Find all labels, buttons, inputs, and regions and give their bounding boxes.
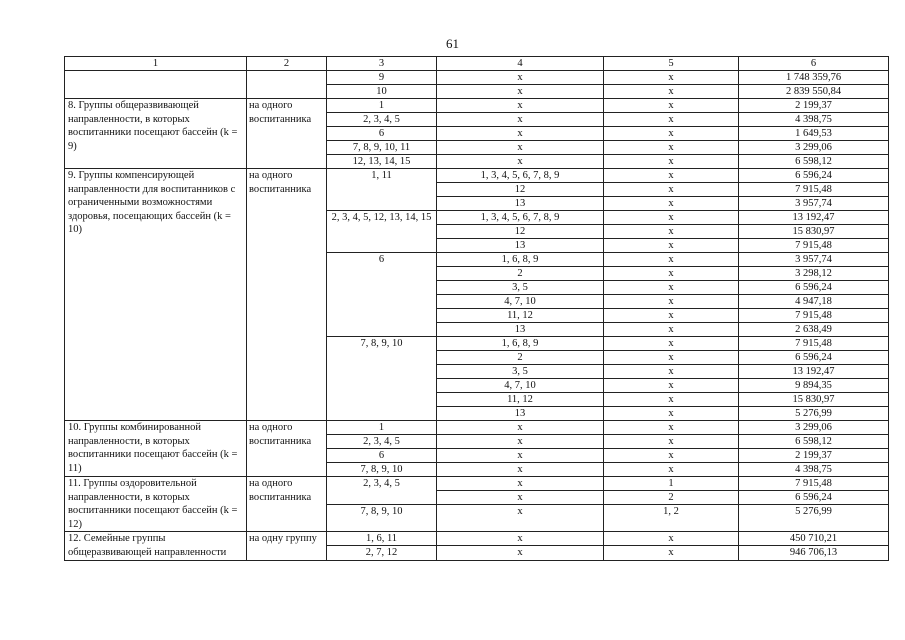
table-row [65,71,889,85]
cell: 1, 3, 4, 5, 6, 7, 8, 9 [437,169,604,183]
cell: 1, 3, 4, 5, 6, 7, 8, 9 [437,211,604,225]
cell: 7, 8, 9, 10, 11 [327,141,437,155]
cell: 7 915,48 [739,337,889,351]
cell: 2 [437,351,604,365]
cell: 2, 3, 4, 5 [327,435,437,449]
table-row [65,169,889,183]
table-row [65,421,889,435]
cell: x [604,113,739,127]
header-cell: 6 [739,57,889,71]
cell: x [604,463,739,477]
cell: x [437,532,604,546]
cell: 3 299,06 [739,141,889,155]
cell: 4 947,18 [739,295,889,309]
page-number: 61 [446,36,459,51]
group-label-continued [65,71,247,99]
group-10-unit: на одного воспитанника [247,421,327,477]
cell: 2 839 550,84 [739,85,889,99]
cell: 15 830,97 [739,393,889,407]
cell: x [604,337,739,351]
group-11-label: 11. Группы оздоровительной направленности, в которых воспитанники посещают бассейн (k = 12) [65,477,247,532]
cell: 7, 8, 9, 10 [327,337,437,421]
cell: 6 [327,127,437,141]
cell: x [437,113,604,127]
cell: 6 596,24 [739,281,889,295]
cell: x [437,71,604,85]
cell: x [604,281,739,295]
cell: 1, 2 [604,505,739,532]
cell: x [604,127,739,141]
cell: x [437,141,604,155]
cell: 450 710,21 [739,532,889,546]
cell: 15 830,97 [739,225,889,239]
cell: 5 276,99 [739,407,889,421]
table-row [65,99,889,113]
cell: x [437,546,604,560]
cell: 6 598,12 [739,435,889,449]
cell: 2 199,37 [739,99,889,113]
cell: x [437,127,604,141]
cell: x [437,421,604,435]
cell: 6 596,24 [739,169,889,183]
cell: 2 [437,267,604,281]
cell: 2, 3, 4, 5 [327,113,437,127]
header-cell: 1 [65,57,247,71]
cell: x [604,183,739,197]
cell: x [437,477,604,491]
group-9-label: 9. Группы компенсирующей направленности для воспитанников с ограниченными возможностями здоровья, посещающих бассейн (k = 10) [65,169,247,421]
cell: x [604,435,739,449]
header-cell: 3 [327,57,437,71]
cell: x [604,225,739,239]
group-8-unit: на одного воспитанника [247,99,327,169]
cell: x [604,155,739,169]
cell: x [604,71,739,85]
header-cell: 5 [604,57,739,71]
cell: 4, 7, 10 [437,295,604,309]
group-12-label: 12. Семейные группы общеразвивающей направленности [65,532,247,560]
group-11-unit: на одного воспитанника [247,477,327,532]
cell: x [604,239,739,253]
cell: 13 [437,239,604,253]
cell: x [604,197,739,211]
cell: 1, 11 [327,169,437,211]
cell: x [604,379,739,393]
cell: 13 [437,323,604,337]
cell: x [604,407,739,421]
cell: 13 192,47 [739,211,889,225]
cell: x [437,463,604,477]
cell: 2 638,49 [739,323,889,337]
cell: 6 598,12 [739,155,889,169]
cell: 3 299,06 [739,421,889,435]
cell: x [437,99,604,113]
group-10-label: 10. Группы комбинированной направленности, в которых воспитанники посещают бассейн (k = 11) [65,421,247,477]
cell: 3 298,12 [739,267,889,281]
cell: 11, 12 [437,309,604,323]
header-cell: 2 [247,57,327,71]
cell: 946 706,13 [739,546,889,560]
cell: 6 596,24 [739,491,889,505]
header-row [65,57,889,71]
table-row [65,477,889,491]
cell: x [437,155,604,169]
cell: 5 276,99 [739,505,889,532]
cell: 2, 3, 4, 5, 12, 13, 14, 15 [327,211,437,253]
cell: 7, 8, 9, 10 [327,463,437,477]
cell: 1 [327,99,437,113]
cell: x [604,449,739,463]
cell: 2 [604,491,739,505]
cell: 4 398,75 [739,463,889,477]
cell: x [604,211,739,225]
cell: x [437,505,604,532]
group-9-unit: на одного воспитанника [247,169,327,421]
cell: 3, 5 [437,365,604,379]
cell: 7 915,48 [739,309,889,323]
unit-continued [247,71,327,99]
cell: 7 915,48 [739,239,889,253]
cell: 1 649,53 [739,127,889,141]
header-cell: 4 [437,57,604,71]
cell: 6 596,24 [739,351,889,365]
cell: 13 [437,407,604,421]
cell: 7 915,48 [739,183,889,197]
cell: 3 957,74 [739,253,889,267]
cell: 4 398,75 [739,113,889,127]
group-12-unit: на одну группу [247,532,327,560]
cell: 13 [437,197,604,211]
cell: x [604,99,739,113]
cell: 2 199,37 [739,449,889,463]
cell: 9 894,35 [739,379,889,393]
cell: 10 [327,85,437,99]
cell: x [604,85,739,99]
cell: x [604,267,739,281]
cell: 2, 3, 4, 5 [327,477,437,505]
cell: x [437,85,604,99]
cell: x [604,323,739,337]
cell: 2, 7, 12 [327,546,437,560]
cell: 1 748 359,76 [739,71,889,85]
group-8-label: 8. Группы общеразвивающей направленности, в которых воспитанники посещают бассейн (k = 9) [65,99,247,169]
cell: 1 [327,421,437,435]
cell: x [604,393,739,407]
cell: 1, 6, 11 [327,532,437,546]
cell: 4, 7, 10 [437,379,604,393]
cell: 1, 6, 8, 9 [437,253,604,267]
cell: x [604,253,739,267]
cell: 9 [327,71,437,85]
cell: 7 915,48 [739,477,889,491]
cell: x [604,141,739,155]
cell: 6 [327,449,437,463]
cell: x [604,169,739,183]
cell: 3, 5 [437,281,604,295]
cell: x [604,295,739,309]
cell: 1 [604,477,739,491]
tariff-table [64,56,889,561]
cell: x [437,449,604,463]
cell: 11, 12 [437,393,604,407]
cell: 6 [327,253,437,337]
cell: 12 [437,183,604,197]
cell: x [437,491,604,505]
cell: 3 957,74 [739,197,889,211]
cell: x [437,435,604,449]
table-row [65,532,889,546]
cell: 12 [437,225,604,239]
cell: 1, 6, 8, 9 [437,337,604,351]
cell: x [604,365,739,379]
cell: 7, 8, 9, 10 [327,505,437,532]
cell: x [604,309,739,323]
cell: 13 192,47 [739,365,889,379]
cell: x [604,546,739,560]
cell: x [604,351,739,365]
cell: x [604,532,739,546]
cell: 12, 13, 14, 15 [327,155,437,169]
cell: x [604,421,739,435]
